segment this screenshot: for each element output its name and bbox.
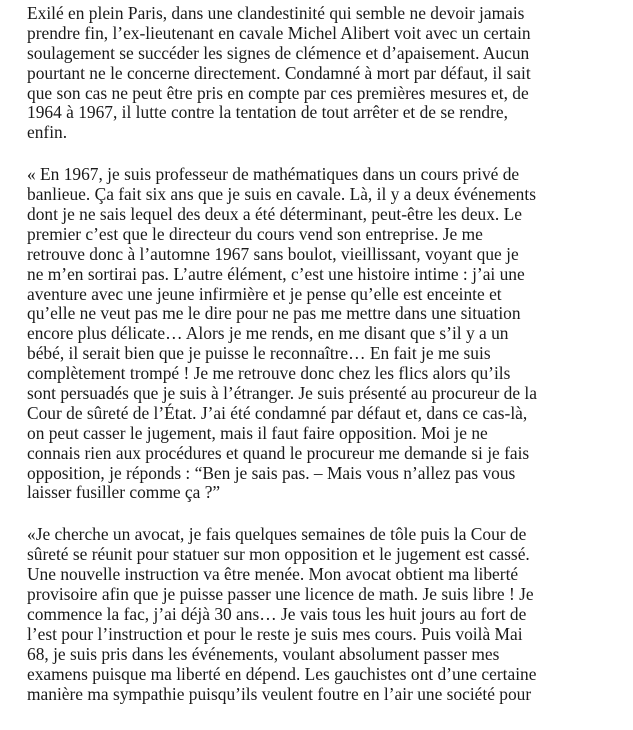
text-line: manière ma sympathie puisqu’ils veulent foutre en l’air une société pour [27, 683, 532, 704]
text-line: Une nouvelle instruction va être menée. Mon avocat obtient ma liberté [27, 564, 519, 585]
text-line: encore plus délicate… Alors je me rends, en me disant que s’il y a un [27, 323, 509, 344]
text-line: l’est pour l’instruction et pour le reste je suis mes cours. Puis voilà Mai [27, 623, 523, 644]
text-line: sûreté se réunit pour statuer sur mon opposition et le jugement est cassé. [27, 544, 530, 565]
text-line: bébé, il serait bien que je puisse le reconnaître… En fait je me suis [27, 343, 491, 364]
paragraph-quote-mai-68 [27, 525, 623, 704]
paragraph-quote-1967 [27, 165, 623, 503]
text-line: prendre fin, l’ex-lieutenant en cavale Michel Alibert voit avec un certain [27, 22, 531, 43]
text-line: on peut casser le jugement, mais il faut faire opposition. Moi je ne [27, 422, 488, 443]
text-line: «Je cherche un avocat, je fais quelques semaines de tôle puis la Cour de [27, 524, 527, 545]
text-line: banlieue. Ça fait six ans que je suis en cavale. Là, il y a deux événements [27, 184, 536, 205]
text-line: 1964 à 1967, il lutte contre la tentation de tout arrêter et de se rendre, [27, 102, 508, 123]
text-line: opposition, je réponds : “Ben je sais pas. – Mais vous n’allez pas vous [27, 462, 516, 483]
text-line: aventure avec une jeune infirmière et je pense qu’elle est enceinte et [27, 283, 502, 304]
text-line: enfin. [27, 122, 68, 143]
text-line: premier c’est que le directeur du cours vend son entreprise. Je me [27, 223, 483, 244]
text-line: commence la fac, j’ai déjà 30 ans… Je vais tous les huit jours au fort de [27, 603, 527, 624]
text-line: que son cas ne peut être pris en compte par ces premières mesures et, de [27, 82, 529, 103]
text-line: dont je ne sais lequel des deux a été déterminant, peut-être les deux. Le [27, 204, 522, 225]
text-line: examens puisque ma liberté en dépend. Les gauchistes ont d’une certaine [27, 663, 537, 684]
text-line: connais rien aux procédures et quand le procureur me demande si je fais [27, 442, 530, 463]
text-line: sont persuadés que je suis à l’étranger. Je suis présenté au procureur de la [27, 383, 537, 404]
text-line: « En 1967, je suis professeur de mathématiques dans un cours privé de [27, 164, 520, 185]
text-line: soulagement se succéder les signes de clémence et d’apaisement. Aucun [27, 42, 530, 63]
text-line: provisoire afin que je puisse passer une licence de math. Je suis libre ! Je [27, 584, 534, 605]
document-body [27, 4, 623, 726]
text-line: qu’elle ne veut pas me le dire pour ne pas me mettre dans une situation [27, 303, 521, 324]
text-line: Exilé en plein Paris, dans une clandestinité qui semble ne devoir jamais [27, 3, 525, 23]
text-line: ne m’en sortirai pas. L’autre élément, c’est une histoire intime : j’ai une [27, 263, 525, 284]
text-line: Cour de sûreté de l’État. J’ai été condamné par défaut et, dans ce cas-là, [27, 402, 528, 423]
text-line: complètement trompé ! Je me retrouve donc chez les flics alors qu’ils [27, 363, 511, 384]
text-line: retrouve donc à l’automne 1967 sans boulot, vieillissant, voyant que je [27, 243, 519, 264]
text-line: laisser fusiller comme ça ?” [27, 482, 221, 503]
paragraph-intro [27, 4, 623, 143]
text-line: pourtant ne le concerne directement. Condamné à mort par défaut, il sait [27, 62, 531, 83]
text-line: 68, je suis pris dans les événements, voulant absolument passer mes [27, 643, 500, 664]
